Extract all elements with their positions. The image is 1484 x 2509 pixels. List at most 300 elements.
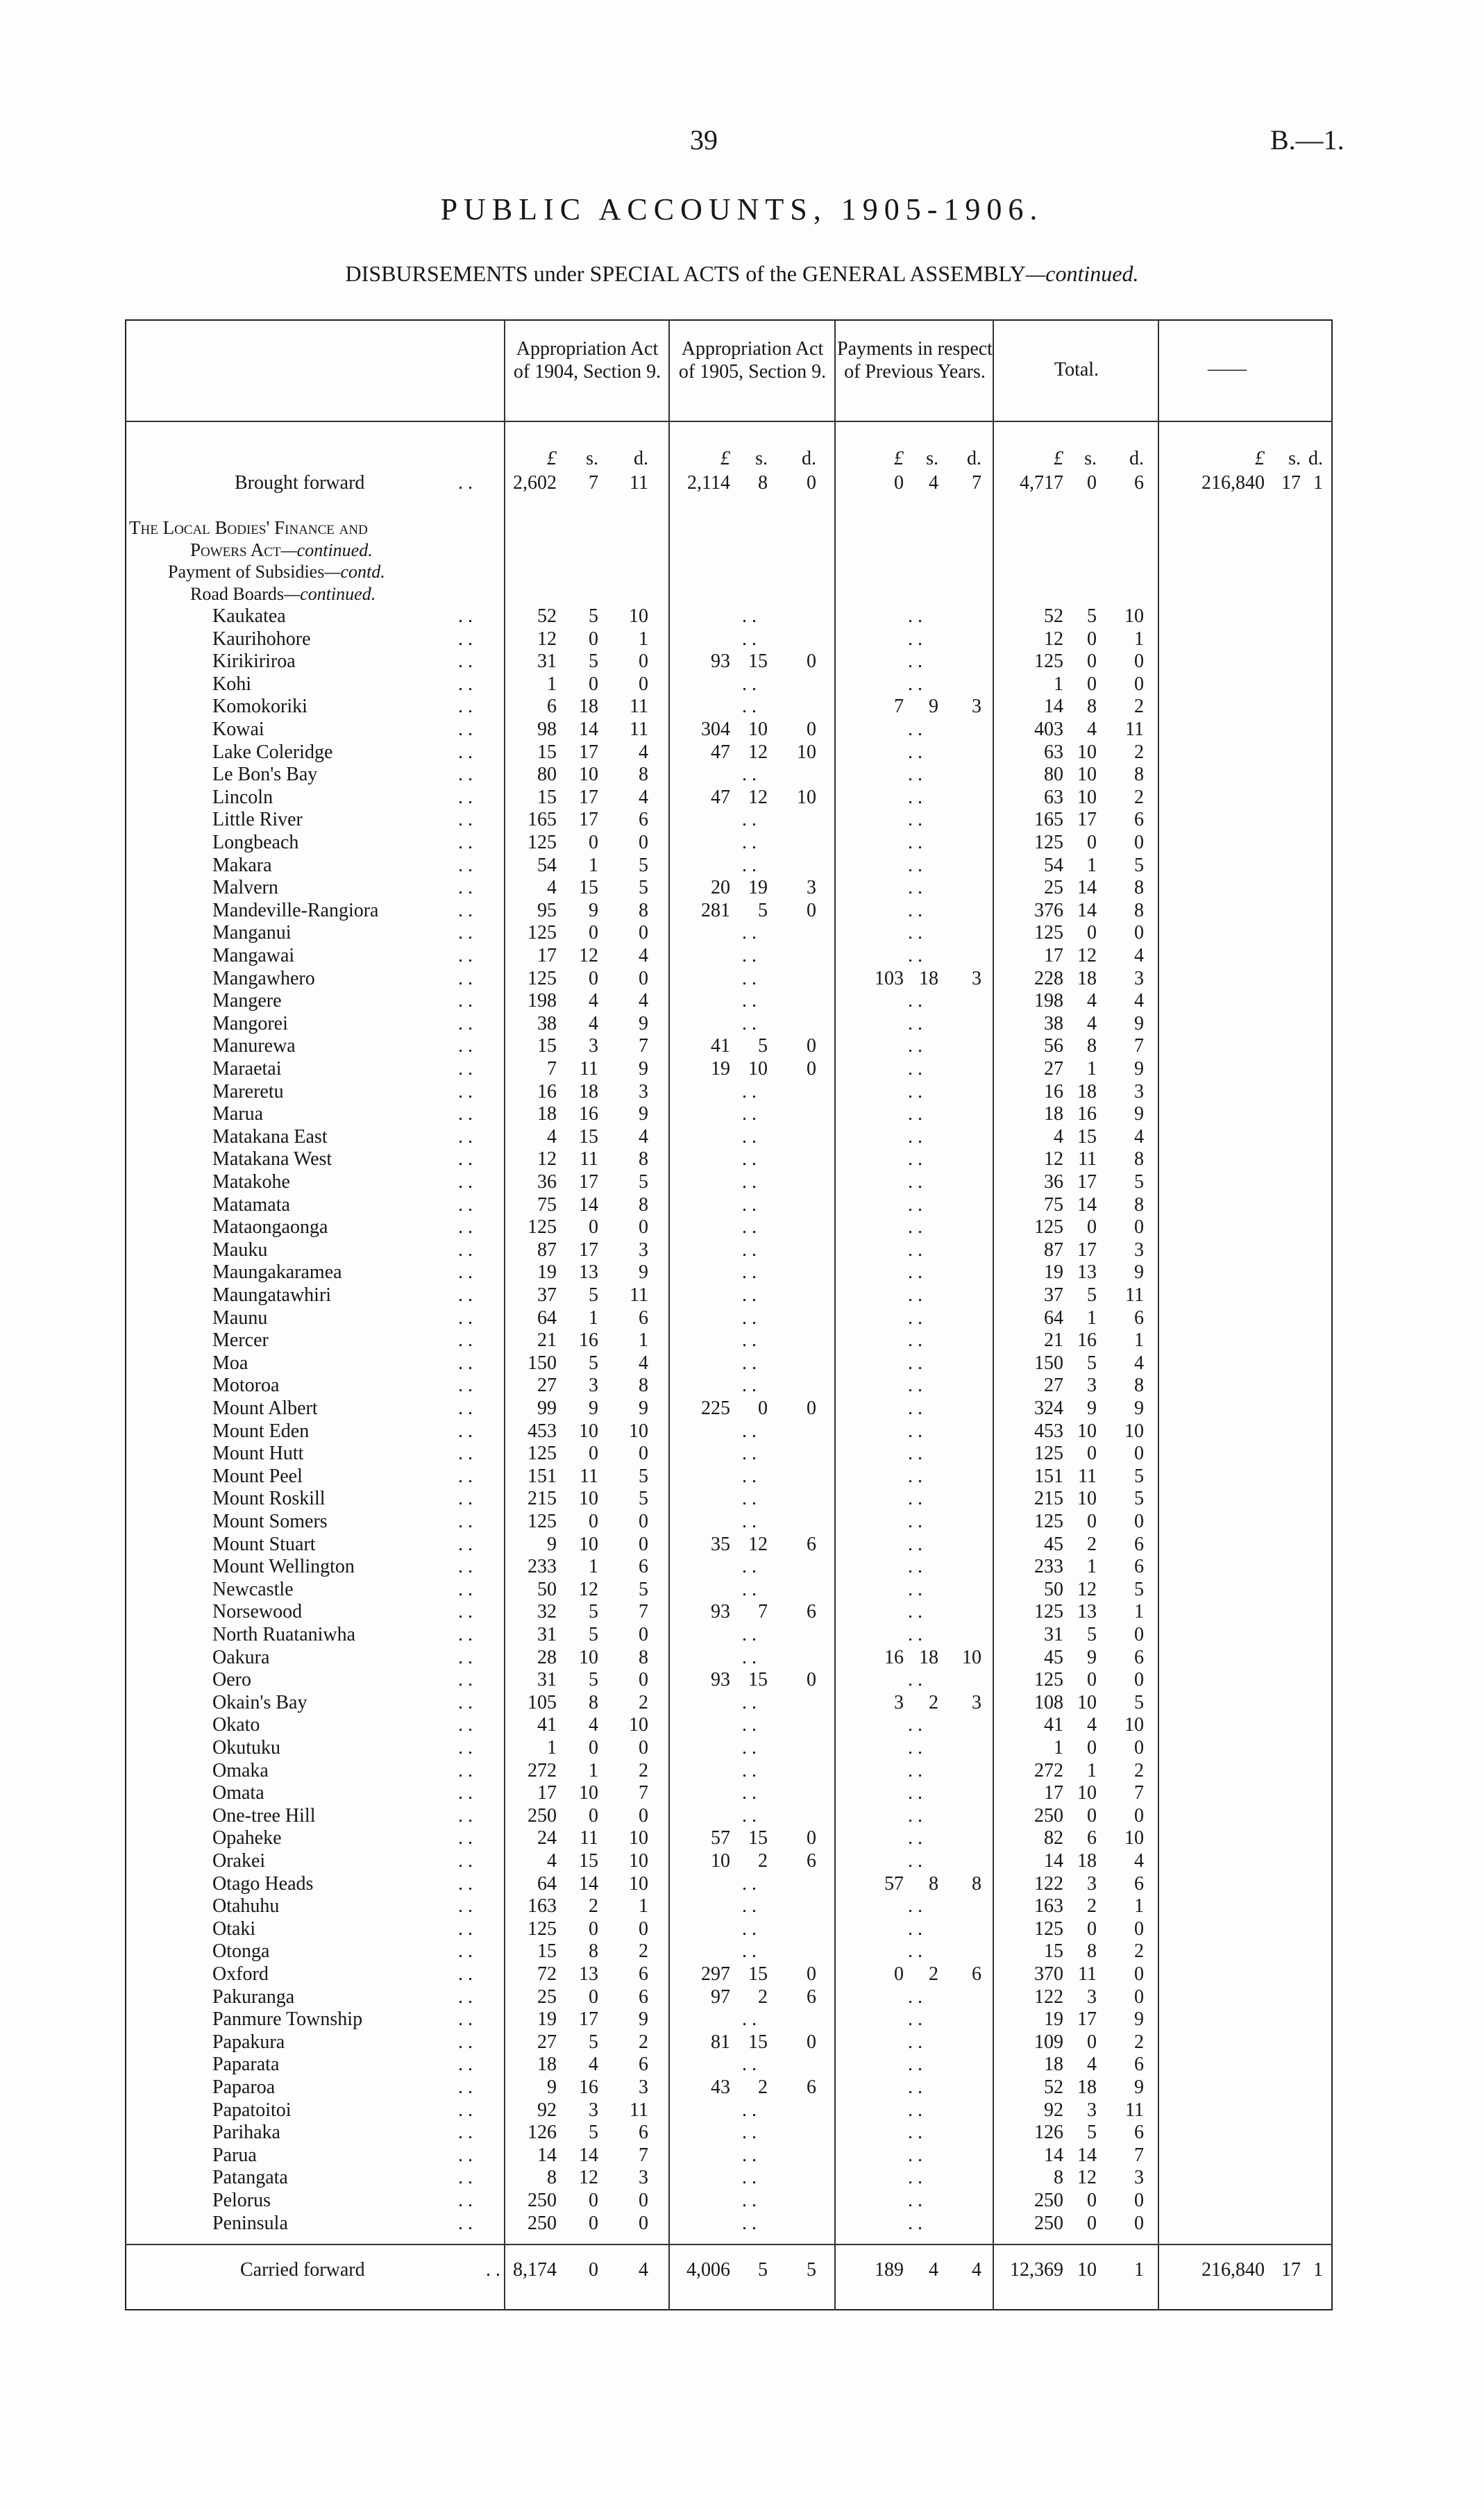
amount-c1-shillings: 11 bbox=[580, 1148, 598, 1170]
amount-c3-empty: . . bbox=[908, 1918, 922, 1940]
amount-c1-pence: 4 bbox=[639, 1125, 648, 1148]
amount-c4-shillings: 11 bbox=[1078, 1148, 1097, 1170]
amount-c1-pence: 6 bbox=[639, 1963, 648, 1985]
amount-c4-pounds: 45 bbox=[1044, 1646, 1063, 1668]
amount-c3-empty: . . bbox=[908, 1080, 922, 1102]
amount-c1-pence: 11 bbox=[630, 2099, 648, 2121]
amount-c1-shillings: 11 bbox=[580, 1827, 598, 1849]
amount-c1-shillings: 0 bbox=[589, 1511, 598, 1532]
amount-c1-pounds: 64 bbox=[537, 1307, 557, 1329]
amount-c4-pence: 0 bbox=[1134, 2212, 1144, 2234]
amount-c1-pence: 0 bbox=[639, 651, 648, 673]
amount-c1-shillings: 10 bbox=[579, 1533, 598, 1555]
leader: . . bbox=[458, 1624, 473, 1645]
carried-forward-c4-shillings: 10 bbox=[1077, 2259, 1097, 2281]
amount-c1-pounds: 18 bbox=[537, 2054, 557, 2076]
amount-c4-pounds: 122 bbox=[1034, 1872, 1063, 1895]
amount-c3-shillings: 9 bbox=[929, 696, 938, 718]
amount-c1-pence: 8 bbox=[639, 1375, 648, 1397]
amount-c4-pounds: 17 bbox=[1044, 1782, 1063, 1804]
amount-c1-shillings: 3 bbox=[589, 2099, 598, 2121]
amount-c4-shillings: 0 bbox=[1087, 2212, 1097, 2234]
amount-c4-pence: 5 bbox=[1134, 1488, 1144, 1510]
leader: . . bbox=[458, 1963, 473, 1985]
amount-c3-pence: 10 bbox=[962, 1646, 981, 1668]
amount-c2-empty: . . bbox=[742, 2212, 757, 2234]
table-row bbox=[0, 1918, 1484, 1940]
amount-c3-empty: . . bbox=[908, 945, 922, 966]
amount-c1-shillings: 4 bbox=[589, 1012, 598, 1034]
amount-c4-shillings: 0 bbox=[1087, 628, 1097, 650]
amount-c4-pence: 2 bbox=[1134, 1759, 1144, 1781]
amount-c4-shillings: 11 bbox=[1078, 1963, 1097, 1985]
brought-forward-row bbox=[0, 472, 1484, 494]
road-board-name: Papakura bbox=[212, 2031, 285, 2053]
amount-c1-shillings: 0 bbox=[589, 2190, 598, 2211]
road-board-name: Kaukatea bbox=[212, 605, 286, 627]
amount-c3-pounds: 16 bbox=[884, 1646, 904, 1668]
road-board-name: North Ruataniwha bbox=[212, 1624, 356, 1645]
amount-c4-pounds: 125 bbox=[1034, 1511, 1063, 1532]
leader: . . bbox=[458, 1759, 473, 1781]
amount-c2-empty: . . bbox=[742, 990, 757, 1012]
table-row bbox=[0, 1986, 1484, 2008]
amount-c1-pence: 6 bbox=[639, 2122, 648, 2144]
amount-c4-shillings: 14 bbox=[1077, 1193, 1097, 1216]
carried-forward-row bbox=[0, 2259, 1484, 2281]
road-board-name: Okato bbox=[212, 1714, 260, 1736]
amount-c1-pence: 8 bbox=[639, 1193, 648, 1216]
table-row bbox=[0, 741, 1484, 764]
road-board-name: Oero bbox=[212, 1669, 251, 1691]
amount-c4-shillings: 18 bbox=[1077, 967, 1097, 989]
amount-c1-pounds: 250 bbox=[528, 2190, 557, 2211]
amount-c3-empty: . . bbox=[908, 741, 922, 763]
page-reference: B.—1. bbox=[1270, 124, 1344, 156]
table-row bbox=[0, 1375, 1484, 1397]
leader: . . bbox=[458, 1398, 473, 1419]
amount-c1-pounds: 17 bbox=[537, 945, 557, 966]
leader: . . bbox=[458, 764, 473, 786]
amount-c4-shillings: 10 bbox=[1077, 1691, 1097, 1713]
amount-c2-pence: 0 bbox=[807, 1963, 816, 1985]
amount-c4-pounds: 82 bbox=[1044, 1827, 1063, 1849]
amount-c1-pence: 0 bbox=[639, 922, 648, 944]
amount-c1-pence: 7 bbox=[639, 1035, 648, 1057]
amount-c2-pence: 6 bbox=[807, 1850, 816, 1872]
amount-c3-empty: . . bbox=[908, 1398, 922, 1419]
amount-c1-pounds: 31 bbox=[537, 651, 557, 673]
amount-c3-empty: . . bbox=[908, 990, 922, 1012]
header-rule bbox=[125, 421, 1333, 422]
amount-c4-pounds: 250 bbox=[1034, 1804, 1063, 1827]
amount-c1-shillings: 5 bbox=[589, 2031, 598, 2053]
amount-c4-pounds: 12 bbox=[1044, 628, 1063, 650]
leader: . . bbox=[458, 1850, 473, 1872]
amount-c4-pence: 6 bbox=[1134, 1646, 1144, 1668]
section-heading-4 bbox=[190, 583, 376, 605]
amount-c4-shillings: 13 bbox=[1077, 1601, 1097, 1623]
road-board-name: Malvern bbox=[212, 877, 278, 899]
road-board-name: Mareretu bbox=[212, 1080, 284, 1102]
amount-c2-empty: . . bbox=[742, 1103, 757, 1125]
amount-c4-pence: 0 bbox=[1134, 922, 1144, 944]
table-row bbox=[0, 1035, 1484, 1057]
table-row bbox=[0, 1420, 1484, 1443]
leader: . . bbox=[458, 967, 473, 989]
road-board-name: Mangawai bbox=[212, 945, 295, 966]
amount-c3-empty: . . bbox=[908, 1329, 922, 1352]
amount-c1-pence: 2 bbox=[639, 2031, 648, 2053]
leader: . . bbox=[458, 1872, 473, 1895]
amount-c4-pence: 0 bbox=[1134, 832, 1144, 853]
section-heading-text: Payment of Subsidies bbox=[168, 562, 325, 582]
amount-c1-pence: 3 bbox=[639, 1239, 648, 1261]
amount-c4-shillings: 0 bbox=[1087, 673, 1097, 695]
amount-c4-pounds: 215 bbox=[1034, 1488, 1063, 1510]
amount-c1-pence: 0 bbox=[639, 1533, 648, 1555]
amount-c1-shillings: 0 bbox=[589, 628, 598, 650]
amount-c2-pounds: 81 bbox=[711, 2031, 730, 2053]
amount-c2-empty: . . bbox=[742, 1148, 757, 1170]
amount-c2-empty: . . bbox=[742, 1307, 757, 1329]
amount-c2-pence: 0 bbox=[807, 1035, 816, 1057]
leader: . . bbox=[458, 1691, 473, 1713]
amount-c1-pounds: 4 bbox=[547, 877, 557, 899]
unit-pence: d. bbox=[802, 448, 816, 469]
amount-c1-shillings: 16 bbox=[579, 2076, 598, 2098]
amount-c1-pence: 4 bbox=[639, 945, 648, 966]
table-row bbox=[0, 1873, 1484, 1895]
amount-c1-pounds: 36 bbox=[537, 1171, 557, 1193]
amount-c1-pence: 9 bbox=[639, 2008, 648, 2031]
leader: . . bbox=[458, 1148, 473, 1170]
amount-c2-empty: . . bbox=[742, 764, 757, 786]
amount-c1-pounds: 9 bbox=[547, 2076, 557, 2098]
amount-c3-empty: . . bbox=[908, 1420, 922, 1442]
amount-c1-shillings: 15 bbox=[579, 1850, 598, 1872]
amount-c3-empty: . . bbox=[908, 1443, 922, 1465]
amount-c4-shillings: 17 bbox=[1077, 1171, 1097, 1193]
amount-c3-shillings: 2 bbox=[929, 1963, 938, 1985]
amount-c4-pounds: 45 bbox=[1044, 1533, 1063, 1555]
amount-c4-shillings: 18 bbox=[1077, 2076, 1097, 2098]
leader: . . bbox=[486, 2259, 500, 2281]
road-board-name: Mount Hutt bbox=[212, 1443, 304, 1465]
amount-c4-pence: 0 bbox=[1134, 1511, 1144, 1532]
road-board-name: Kaurihohore bbox=[212, 628, 311, 650]
amount-c3-empty: . . bbox=[908, 1058, 922, 1080]
amount-c3-empty: . . bbox=[908, 786, 922, 808]
amount-c4-pounds: 453 bbox=[1034, 1420, 1063, 1442]
amount-c2-pounds: 304 bbox=[701, 719, 730, 740]
amount-c4-pence: 8 bbox=[1134, 1375, 1144, 1397]
table-row bbox=[0, 922, 1484, 944]
table-row bbox=[0, 990, 1484, 1012]
carried-forward-c5-pounds: 216,840 bbox=[1201, 2259, 1265, 2281]
amount-c2-shillings: 15 bbox=[748, 2031, 768, 2053]
amount-c1-pence: 4 bbox=[639, 1352, 648, 1374]
amount-c1-pence: 0 bbox=[639, 1669, 648, 1691]
amount-c2-shillings: 15 bbox=[748, 1963, 768, 1985]
amount-c1-shillings: 3 bbox=[589, 1375, 598, 1397]
amount-c4-pounds: 403 bbox=[1034, 719, 1063, 740]
amount-c2-pence: 10 bbox=[797, 786, 816, 808]
road-board-name: Mount Albert bbox=[212, 1398, 318, 1419]
amount-c4-shillings: 4 bbox=[1087, 1012, 1097, 1034]
amount-c1-pence: 1 bbox=[639, 1329, 648, 1352]
amount-c1-pounds: 19 bbox=[537, 2008, 557, 2031]
amount-c4-pence: 10 bbox=[1124, 1714, 1144, 1736]
amount-c4-pence: 6 bbox=[1134, 1556, 1144, 1578]
amount-c2-empty: . . bbox=[742, 1895, 757, 1918]
amount-c2-pence: 0 bbox=[807, 899, 816, 921]
table-row bbox=[0, 855, 1484, 877]
leader: . . bbox=[458, 2076, 473, 2098]
amount-c4-shillings: 5 bbox=[1087, 1284, 1097, 1306]
leader: . . bbox=[458, 1918, 473, 1940]
amount-c2-empty: . . bbox=[742, 1714, 757, 1736]
leader: . . bbox=[458, 696, 473, 718]
road-board-name: Maunu bbox=[212, 1307, 268, 1329]
leader: . . bbox=[458, 1443, 473, 1465]
leader: . . bbox=[458, 1420, 473, 1442]
amount-c2-shillings: 12 bbox=[748, 786, 768, 808]
amount-c4-pounds: 92 bbox=[1044, 2099, 1063, 2121]
leader: . . bbox=[458, 877, 473, 899]
amount-c1-shillings: 0 bbox=[589, 967, 598, 989]
amount-c2-pounds: 281 bbox=[701, 899, 730, 921]
amount-c2-pence: 6 bbox=[807, 1601, 816, 1623]
amount-c1-shillings: 0 bbox=[589, 1737, 598, 1759]
amount-c2-pence: 3 bbox=[807, 877, 816, 899]
amount-c2-pounds: 297 bbox=[701, 1963, 730, 1985]
table-row bbox=[0, 2122, 1484, 2144]
amount-c4-pence: 7 bbox=[1134, 1782, 1144, 1804]
amount-c4-pounds: 38 bbox=[1044, 1012, 1063, 1034]
amount-c4-pence: 2 bbox=[1134, 741, 1144, 763]
amount-c1-shillings: 14 bbox=[579, 719, 598, 740]
table-row bbox=[0, 1216, 1484, 1239]
amount-c1-shillings: 17 bbox=[579, 786, 598, 808]
unit-pence: d. bbox=[1129, 448, 1144, 469]
amount-c4-shillings: 1 bbox=[1087, 1556, 1097, 1578]
leader: . . bbox=[458, 719, 473, 740]
amount-c3-pounds: 3 bbox=[894, 1691, 904, 1713]
carried-forward-c2-pence: 5 bbox=[807, 2259, 816, 2281]
road-board-name: Okutuku bbox=[212, 1737, 280, 1759]
leader: . . bbox=[458, 1556, 473, 1578]
amount-c4-pounds: 163 bbox=[1034, 1895, 1063, 1918]
road-board-name: Mauku bbox=[212, 1239, 268, 1261]
amount-c1-pence: 6 bbox=[639, 1307, 648, 1329]
amount-c1-shillings: 8 bbox=[589, 1691, 598, 1713]
amount-c3-empty: . . bbox=[908, 877, 922, 899]
amount-c1-pence: 3 bbox=[639, 2167, 648, 2189]
section-heading-text: Road Boards bbox=[190, 584, 285, 604]
amount-c4-pounds: 151 bbox=[1034, 1465, 1063, 1487]
amount-c2-empty: . . bbox=[742, 1511, 757, 1532]
amount-c4-pence: 0 bbox=[1134, 1963, 1144, 1985]
amount-c1-pence: 10 bbox=[629, 1420, 648, 1442]
carried-forward-c1-pounds: 8,174 bbox=[513, 2259, 557, 2281]
amount-c2-pounds: 97 bbox=[711, 1986, 730, 2008]
amount-c1-pence: 9 bbox=[639, 1103, 648, 1125]
road-board-name: Newcastle bbox=[212, 1578, 294, 1600]
amount-c4-pence: 5 bbox=[1134, 1578, 1144, 1600]
road-board-name: Papatoitoi bbox=[212, 2099, 292, 2121]
amount-c2-pounds: 57 bbox=[711, 1827, 730, 1849]
road-board-name: Opaheke bbox=[212, 1827, 282, 1849]
amount-c2-pounds: 43 bbox=[711, 2076, 730, 2098]
road-board-name: Makara bbox=[212, 854, 272, 876]
amount-c2-pence: 6 bbox=[807, 2076, 816, 2098]
amount-c1-pounds: 165 bbox=[528, 809, 557, 831]
brought-forward-c1-shillings: 7 bbox=[589, 472, 598, 494]
carried-forward-c3-pence: 4 bbox=[972, 2259, 981, 2281]
leader: . . bbox=[458, 2190, 473, 2211]
amount-c4-pounds: 27 bbox=[1044, 1058, 1063, 1080]
road-board-name: Komokoriki bbox=[212, 696, 307, 718]
amount-c4-shillings: 10 bbox=[1077, 1420, 1097, 1442]
amount-c3-empty: . . bbox=[908, 1103, 922, 1125]
road-board-name: Panmure Township bbox=[212, 2008, 363, 2031]
amount-c4-shillings: 9 bbox=[1087, 1398, 1097, 1419]
amount-c2-shillings: 5 bbox=[758, 899, 768, 921]
amount-c1-pence: 10 bbox=[629, 1714, 648, 1736]
amount-c4-pence: 3 bbox=[1134, 967, 1144, 989]
amount-c2-empty: . . bbox=[742, 1940, 757, 1963]
amount-c4-pence: 5 bbox=[1134, 1691, 1144, 1713]
table-row bbox=[0, 2031, 1484, 2054]
road-board-name: Otahuhu bbox=[212, 1895, 280, 1918]
amount-c1-shillings: 2 bbox=[589, 1895, 598, 1918]
leader: . . bbox=[458, 2008, 473, 2031]
amount-c1-pounds: 4 bbox=[547, 1125, 557, 1148]
amount-c4-pence: 1 bbox=[1134, 1329, 1144, 1352]
amount-c1-pence: 6 bbox=[639, 1986, 648, 2008]
amount-c4-pence: 6 bbox=[1134, 2054, 1144, 2076]
amount-c1-pounds: 198 bbox=[528, 990, 557, 1012]
amount-c4-pence: 8 bbox=[1134, 899, 1144, 921]
amount-c4-pence: 6 bbox=[1134, 1307, 1144, 1329]
leader: . . bbox=[458, 1284, 473, 1306]
amount-c3-empty: . . bbox=[908, 1624, 922, 1645]
amount-c3-empty: . . bbox=[908, 2031, 922, 2053]
amount-c1-shillings: 15 bbox=[579, 877, 598, 899]
amount-c1-pounds: 52 bbox=[537, 605, 557, 627]
amount-c2-empty: . . bbox=[742, 2190, 757, 2211]
leader: . . bbox=[458, 1125, 473, 1148]
amount-c4-shillings: 14 bbox=[1077, 2144, 1097, 2166]
table-row bbox=[0, 1579, 1484, 1601]
amount-c3-empty: . . bbox=[908, 1895, 922, 1918]
amount-c4-pounds: 31 bbox=[1044, 1624, 1063, 1645]
amount-c4-shillings: 17 bbox=[1077, 809, 1097, 831]
amount-c4-pounds: 125 bbox=[1034, 832, 1063, 853]
unit-pence: d. bbox=[1308, 448, 1323, 469]
amount-c4-pounds: 36 bbox=[1044, 1171, 1063, 1193]
amount-c4-pence: 0 bbox=[1134, 2190, 1144, 2211]
table-row bbox=[0, 1194, 1484, 1216]
total-rule bbox=[125, 2244, 1333, 2245]
brought-forward-c2-shillings: 8 bbox=[758, 472, 768, 494]
amount-c2-empty: . . bbox=[742, 1352, 757, 1374]
subtitle-continued: —continued. bbox=[1025, 261, 1139, 286]
road-board-name: Mandeville-Rangiora bbox=[212, 899, 379, 921]
section-heading-3 bbox=[168, 561, 385, 583]
amount-c4-shillings: 1 bbox=[1087, 854, 1097, 876]
leader: . . bbox=[458, 1895, 473, 1918]
amount-c4-pence: 0 bbox=[1134, 1918, 1144, 1940]
amount-c2-empty: . . bbox=[742, 1261, 757, 1284]
amount-c1-shillings: 16 bbox=[579, 1329, 598, 1352]
road-board-name: Matakana East bbox=[212, 1125, 328, 1148]
amount-c4-pounds: 272 bbox=[1034, 1759, 1063, 1781]
amount-c2-pounds: 19 bbox=[711, 1058, 730, 1080]
road-board-name: Lake Coleridge bbox=[212, 741, 333, 763]
amount-c1-pence: 0 bbox=[639, 2190, 648, 2211]
carried-forward-c3-pounds: 189 bbox=[875, 2259, 904, 2281]
amount-c1-pounds: 32 bbox=[537, 1601, 557, 1623]
road-board-name: Moa bbox=[212, 1352, 248, 1374]
amount-c4-pounds: 125 bbox=[1034, 1669, 1063, 1691]
amount-c4-pounds: 18 bbox=[1044, 1103, 1063, 1125]
amount-c3-empty: . . bbox=[908, 2054, 922, 2076]
amount-c4-pounds: 108 bbox=[1034, 1691, 1063, 1713]
carried-forward-c5-pence: 1 bbox=[1313, 2259, 1323, 2281]
amount-c1-pounds: 72 bbox=[537, 1963, 557, 1985]
amount-c2-shillings: 15 bbox=[748, 1827, 768, 1849]
amount-c4-shillings: 0 bbox=[1087, 651, 1097, 673]
amount-c4-pounds: 80 bbox=[1044, 764, 1063, 786]
amount-c3-empty: . . bbox=[908, 2008, 922, 2031]
amount-c2-empty: . . bbox=[742, 832, 757, 853]
amount-c2-empty: . . bbox=[742, 1646, 757, 1668]
amount-c1-pounds: 27 bbox=[537, 1375, 557, 1397]
amount-c2-pence: 6 bbox=[807, 1986, 816, 2008]
amount-c3-empty: . . bbox=[908, 1375, 922, 1397]
unit-shilling: s. bbox=[755, 448, 768, 469]
amount-c1-pounds: 1 bbox=[547, 673, 557, 695]
column-header-c4: Total. bbox=[1054, 359, 1099, 380]
amount-c3-shillings: 18 bbox=[919, 1646, 938, 1668]
amount-c4-pounds: 109 bbox=[1034, 2031, 1063, 2053]
amount-c2-shillings: 12 bbox=[748, 741, 768, 763]
amount-c1-shillings: 0 bbox=[589, 673, 598, 695]
road-board-name: Kohi bbox=[212, 673, 251, 695]
amount-c1-shillings: 17 bbox=[579, 1239, 598, 1261]
amount-c4-shillings: 10 bbox=[1077, 764, 1097, 786]
amount-c1-pounds: 19 bbox=[537, 1261, 557, 1284]
amount-c1-pence: 9 bbox=[639, 1012, 648, 1034]
amount-c1-pence: 11 bbox=[630, 696, 648, 718]
amount-c4-shillings: 4 bbox=[1087, 2054, 1097, 2076]
amount-c1-pounds: 64 bbox=[537, 1872, 557, 1895]
amount-c3-empty: . . bbox=[908, 1216, 922, 1239]
amount-c3-empty: . . bbox=[908, 2099, 922, 2121]
carried-forward-c3-shillings: 4 bbox=[929, 2259, 938, 2281]
amount-c1-pounds: 125 bbox=[528, 967, 557, 989]
amount-c2-empty: . . bbox=[742, 2008, 757, 2031]
amount-c1-pence: 0 bbox=[639, 673, 648, 695]
amount-c3-empty: . . bbox=[908, 1465, 922, 1487]
amount-c4-pounds: 250 bbox=[1034, 2212, 1063, 2234]
leader: . . bbox=[458, 651, 473, 673]
amount-c3-empty: . . bbox=[908, 1601, 922, 1623]
amount-c2-empty: . . bbox=[742, 2054, 757, 2076]
amount-c1-pounds: 150 bbox=[528, 1352, 557, 1374]
